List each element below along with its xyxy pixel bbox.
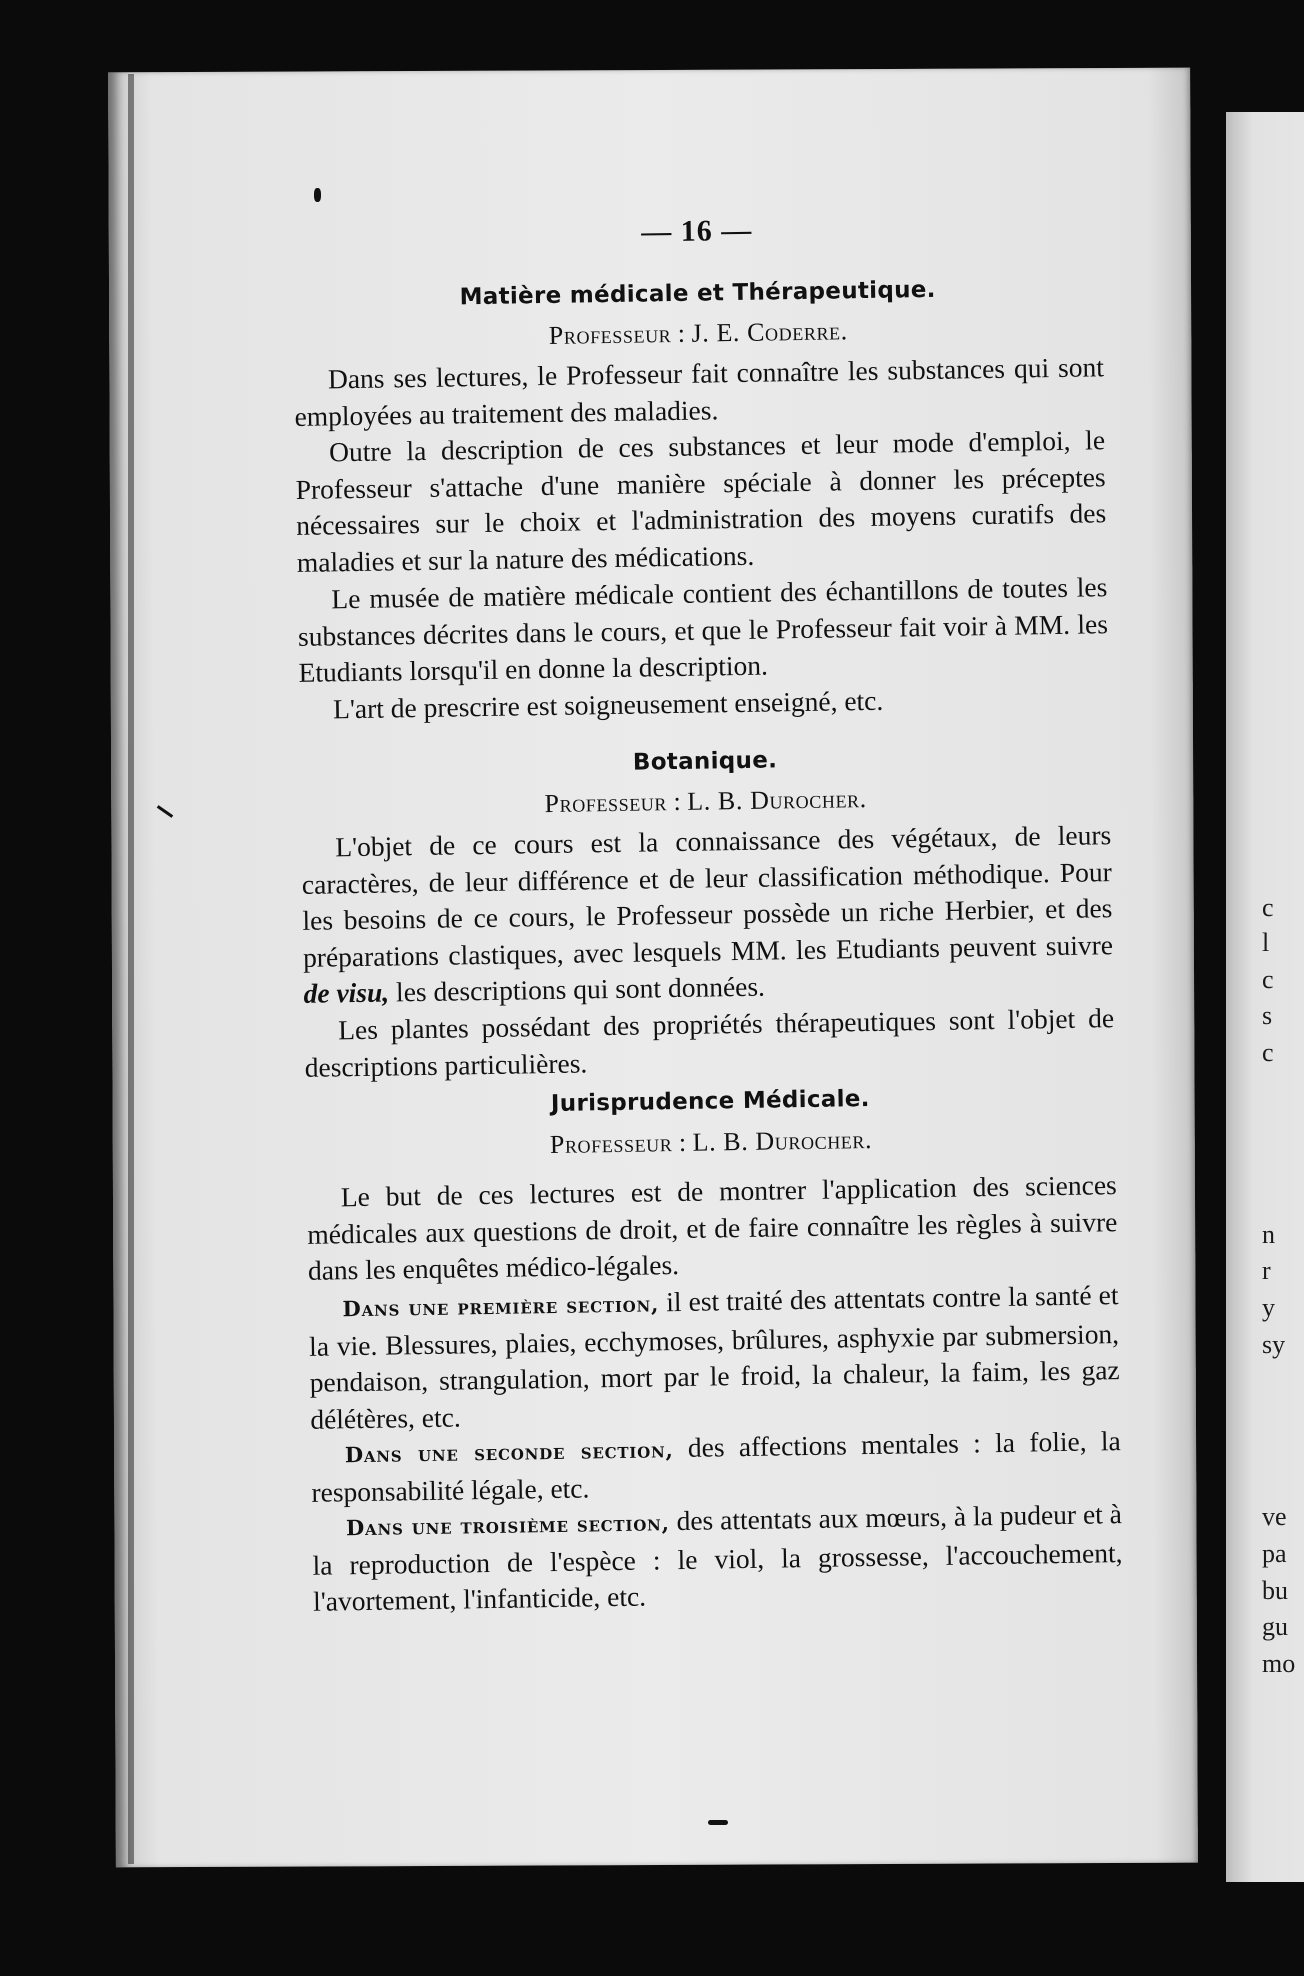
adjacent-fragment: sy — [1262, 1330, 1286, 1359]
page-binding-edge — [128, 74, 134, 1864]
page-number: — 16 — — [640, 213, 753, 249]
paragraph: Dans ses lectures, le Professeur fait connaître les substances qui sont employées au traitement des maladies. — [294, 351, 1105, 432]
professor-label: Professeur — [548, 319, 672, 350]
paragraph-text: les descriptions qui sont données. — [388, 970, 766, 1008]
section-label: Dans une première section, — [342, 1291, 660, 1322]
paragraph — [301, 817, 1114, 1012]
paragraph-text: des attentats aux mœurs, à la pudeur et à la reproduction de l'espèce : le viol, la grossesse, l'accouchement, l'avortement, l'infanticide, etc. — [312, 1498, 1123, 1617]
section-label: Dans une troisième section, — [345, 1510, 670, 1541]
ink-speck — [708, 1820, 728, 1825]
adjacent-page-text — [1262, 0, 1304, 1976]
section-label: Dans une seconde section, — [344, 1437, 674, 1468]
paragraph-third-section — [312, 1496, 1124, 1620]
adjacent-fragment: c — [1262, 965, 1274, 994]
paragraph-text: Pour les besoins de ce cours, le Professeur possède un riche Herbier, et des préparations clastiques, avec lesquels MM. les Etudiants peuvent suivre — [302, 855, 1114, 973]
adjacent-fragment: l — [1262, 928, 1270, 957]
adjacent-fragment: s — [1262, 1001, 1273, 1030]
adjacent-fragment: bu — [1262, 1576, 1288, 1605]
section-title-botanique: Botanique. — [632, 747, 778, 776]
adjacent-fragment: r — [1262, 1256, 1271, 1285]
section-professor: Professeur : J. E. Coderre. — [548, 316, 848, 350]
paragraph: Le but de ces lectures est de montrer l'application des sciences médicales aux questions de droit, et de faire connaître les règles à suivre dans les enquêtes médico-légales. — [307, 1169, 1118, 1286]
section-professor: Professeur : L. B. Durocher. — [549, 1124, 873, 1160]
professor-name: L. B. Durocher. — [692, 1124, 873, 1157]
paragraph: Les plantes possédant des propriétés thérapeutiques sont l'objet de descriptions particulières. — [304, 1002, 1115, 1083]
adjacent-fragment: n — [1262, 1220, 1275, 1249]
adjacent-fragment: gu — [1262, 1612, 1288, 1641]
section-title-jurisprudence: Jurisprudence Médicale. — [550, 1085, 870, 1118]
paragraph: Le musée de matière médicale contient des échantillons de toutes les substances décrites dans le cours, et que le Professeur fait voir à MM. les Etudiants lorsqu'il en donne la description. — [297, 571, 1109, 688]
adjacent-fragment: ve — [1262, 1502, 1287, 1531]
paragraph-text: des affections mentales : la folie, la responsabilité légale, etc. — [311, 1425, 1121, 1508]
paragraph-text: L'objet de ce cours est la connaissance des végétaux, de leurs caractères, de leur différence et de leur classification méthodique. — [301, 819, 1112, 900]
professor-name: J. E. Coderre. — [691, 316, 848, 348]
professor-label: Professeur — [544, 787, 668, 819]
ink-speck — [314, 188, 321, 202]
adjacent-fragment: c — [1262, 1038, 1274, 1067]
paragraph-text: il est traité des attentats contre la santé et la vie. Blessures, plaies, ecchymoses, brûlures, asphyxie par submersion, pendaison, strangulation, mort par le froid, la chaleur, la faim, les gaz délétères, etc. — [308, 1279, 1120, 1435]
adjacent-fragment: c — [1262, 893, 1274, 922]
professor-name: L. B. Durocher. — [687, 784, 867, 816]
paragraph-first-section — [308, 1277, 1120, 1438]
paragraph: L'art de prescrire est soigneusement enseigné, etc. — [332, 684, 884, 725]
paragraph: Outre la description de ces substances et leur mode d'emploi, le Professeur s'attache d'une manière spéciale à donner les préceptes nécessaires sur le choix et l'administration des moyens curatifs des maladies et sur la nature des médications. — [295, 424, 1107, 578]
adjacent-fragment: pa — [1262, 1539, 1287, 1568]
section-professor: Professeur : L. B. Durocher. — [544, 784, 867, 819]
adjacent-fragment: y — [1262, 1293, 1275, 1322]
professor-label: Professeur — [549, 1128, 673, 1160]
latin-phrase: de visu, — [303, 976, 390, 1009]
adjacent-fragment: mo — [1262, 1649, 1296, 1678]
section-title-matiere-medicale: Matière médicale et Thérapeutique. — [459, 276, 936, 311]
